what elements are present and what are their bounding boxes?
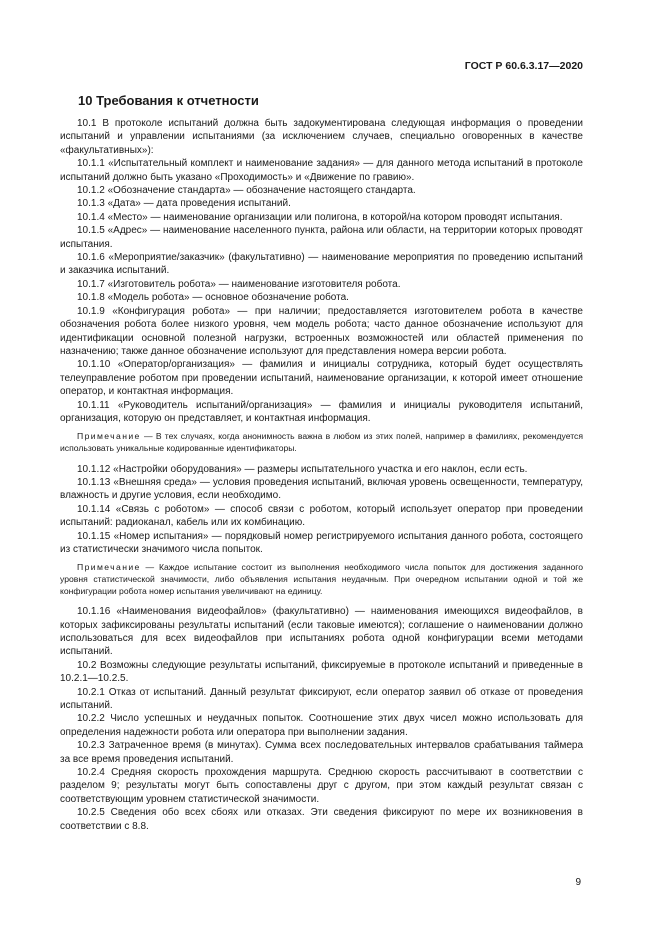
body-paragraph: 10.2 Возможны следующие результаты испытаний, фиксируемые в протоколе испытаний и приведенные в 10.2.1—10.2.5. bbox=[60, 659, 583, 685]
body-paragraph: 10.1.11 «Руководитель испытаний/организация» — фамилия и инициалы руководителя испытаний, организация, которую он представляет, и контактная информация. bbox=[60, 399, 583, 424]
body-paragraph: 10.1.5 «Адрес» — наименование населенного пункта, района или области, на территории которых проводят испытания. bbox=[60, 225, 583, 250]
body-paragraph: 10.1.8 «Модель робота» — основное обозначение робота. bbox=[77, 292, 349, 304]
page-number: 9 bbox=[575, 877, 581, 888]
body-paragraph: 10.1.14 «Связь с роботом» — способ связи с роботом, который использует оператор при проведении испытаний: радиоканал, кабель или их комбинацию. bbox=[60, 503, 583, 529]
body-paragraph: 10.1.13 «Внешняя среда» — условия проведения испытаний, включая уровень освещенности, температуру, влажность и другие условия, если необходимо. bbox=[60, 476, 583, 502]
document-header: ГОСТ Р 60.6.3.17—2020 bbox=[464, 60, 583, 72]
body-paragraph: 10.1.7 «Изготовитель робота» — наименование изготовителя робота. bbox=[77, 278, 401, 290]
note-paragraph bbox=[60, 431, 583, 454]
body-paragraph: 10.1.12 «Настройки оборудования» — размеры испытательного участка и его наклон, если есть. bbox=[77, 463, 528, 475]
body-paragraph: 10.1.4 «Место» — наименование организации или полигона, в которой/на котором проводят испытания. bbox=[77, 211, 563, 223]
body-paragraph: 10.1.3 «Дата» — дата проведения испытаний. bbox=[77, 198, 291, 210]
body-paragraph: 10.1.10 «Оператор/организация» — фамилия и инициалы сотрудника, который будет осуществлять телеуправление роботом при проведении испытаний, наименование организации, к которой имеет отношение оператор, и контактная информация. bbox=[60, 359, 583, 398]
body-paragraph: 10.2.4 Средняя скорость прохождения маршрута. Среднюю скорость рассчитывают в соответствии с разделом 9; результаты могут быть сопоставлены друг с другом, при этом каждый результат связан с соответствующим уровнем статистической значимости. bbox=[60, 767, 583, 805]
body-paragraph: 10.1.1 «Испытательный комплект и наименование задания» — для данного метода испытаний в протоколе испытаний должно быть указано «Проходимость» и «Движение по гравию». bbox=[60, 158, 583, 183]
body-paragraph: 10.2.2 Число успешных и неудачных попыток. Соотношение этих двух чисел можно использовать для определения надежности робота или оператора при выполнении задания. bbox=[60, 713, 583, 738]
note-text: — В тех случаях, когда анонимность важна в любом из этих полей, например в фамилиях, рекомендуется использовать уникальные кодированные идентификаторы. bbox=[60, 431, 583, 453]
body-paragraph: 10.1.2 «Обозначение стандарта» — обозначение настоящего стандарта. bbox=[77, 185, 416, 197]
body-paragraph: 10.1.16 «Наименования видеофайлов» (факультативно) — наименования имеющихся видеофайлов, в которых зафиксированы результаты испытаний (если таковые имеются); соглашение о наименовании должно использоваться для всех видеофайлов при испытаниях робота одной конфигурации всеми методами испытаний. bbox=[60, 606, 583, 658]
body-paragraph: 10.1 В протоколе испытаний должна быть задокументирована следующая информация о проведении испытаний и управлении испытаниями (за исключением случаев, специально оговоренных в качестве «факультативных»): bbox=[60, 118, 583, 156]
body-paragraph: 10.2.1 Отказ от испытаний. Данный результат фиксируют, если оператор заявил об отказе от проведения испытаний. bbox=[60, 686, 583, 711]
body-paragraph: 10.2.3 Затраченное время (в минутах). Сумма всех последовательных интервалов срабатывания таймера за все время проведения испытаний. bbox=[60, 740, 583, 765]
note-text: — Каждое испытание состоит из выполнения необходимого числа попыток для достижения заданного уровня статистической значимости, либо объявления испытания неудачным. При очередном испытании одной и той же конфигурации робота номер испытания увеличивают на единицу. bbox=[60, 562, 583, 596]
note-paragraph bbox=[60, 562, 583, 597]
body-paragraph: 10.1.15 «Номер испытания» — порядковый номер регистрируемого испытания данного робота, состоящего из статистически значимого числа попыток. bbox=[60, 530, 583, 555]
section-title: 10 Требования к отчетности bbox=[78, 93, 259, 108]
body-paragraph: 10.2.5 Сведения обо всех сбоях или отказах. Эти сведения фиксируют по мере их возникновения в соответствии с 8.8. bbox=[60, 807, 583, 832]
note-label: Примечание bbox=[77, 431, 141, 442]
note-label: Примечание bbox=[77, 562, 141, 573]
document-body bbox=[60, 117, 583, 833]
body-paragraph: 10.1.6 «Мероприятие/заказчик» (факультативно) — наименование мероприятия по проведению испытаний и заказчика испытаний. bbox=[60, 252, 583, 277]
body-paragraph: 10.1.9 «Конфигурация робота» — при наличии; предоставляется изготовителем робота в качестве обозначения робота более низкого уровня, чем модель робота; часто данное обозначение используют для идентификации основной полезной нагрузки, встроенных возможностей или областей применения по назначению; также данное обозначение используют для представления номера версии робота. bbox=[60, 305, 583, 357]
